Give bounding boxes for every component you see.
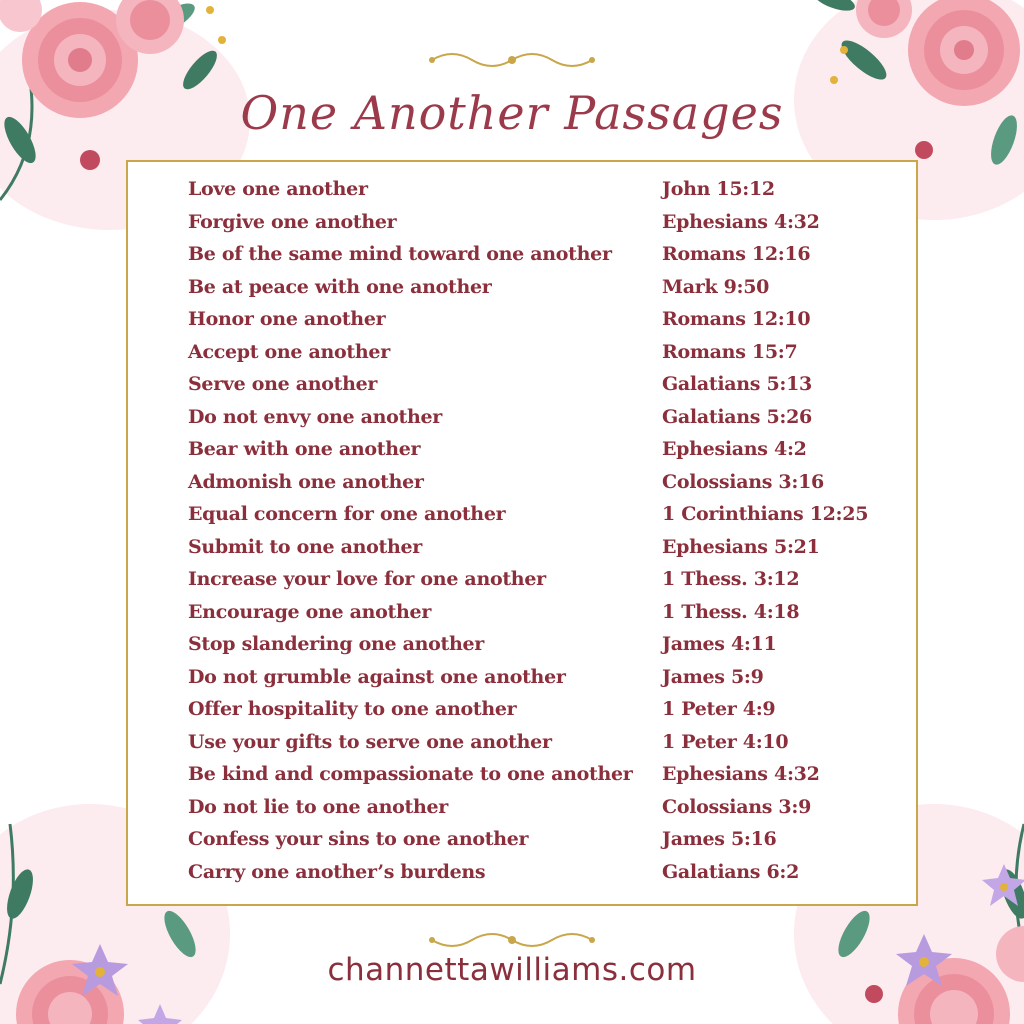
list-item [188, 303, 888, 336]
list-item [188, 791, 888, 824]
passage-phrase: Honor one another [188, 308, 386, 330]
passage-phrase: Do not lie to one another [188, 795, 449, 818]
passage-phrase: Accept one another [188, 340, 390, 363]
list-item [188, 271, 888, 304]
passage-phrase: Be of the same mind toward one another [188, 243, 612, 265]
list-item [188, 693, 888, 726]
list-item [188, 726, 888, 759]
list-item [188, 628, 888, 661]
passage-reference: 1 Corinthians 12:25 [662, 503, 869, 525]
passage-reference: Colossians 3:9 [662, 795, 811, 818]
passage-reference: 1 Peter 4:10 [662, 730, 789, 753]
list-item [188, 596, 888, 629]
list-item [188, 856, 888, 889]
list-item [188, 173, 888, 206]
list-item [188, 498, 888, 531]
passage-phrase: Serve one another [188, 373, 378, 395]
passage-reference: 1 Thess. 4:18 [662, 600, 800, 623]
passage-phrase: Forgive one another [188, 210, 397, 233]
passage-reference: Romans 12:10 [662, 308, 811, 330]
list-item [188, 531, 888, 564]
passage-reference: Romans 15:7 [662, 340, 798, 363]
passage-phrase: Use your gifts to serve one another [188, 730, 552, 753]
passage-phrase: Do not envy one another [188, 405, 443, 428]
passage-phrase: Love one another [188, 178, 368, 200]
passage-phrase: Submit to one another [188, 535, 422, 558]
passage-reference: Colossians 3:16 [662, 470, 824, 493]
list-item [188, 238, 888, 271]
passage-reference: Galatians 5:13 [662, 373, 812, 395]
list-item [188, 466, 888, 499]
passage-phrase: Admonish one another [188, 470, 424, 493]
passage-phrase: Offer hospitality to one another [188, 698, 517, 720]
passage-reference: James 4:11 [662, 633, 777, 655]
list-item [188, 401, 888, 434]
passage-phrase: Encourage one another [188, 600, 432, 623]
list-item [188, 758, 888, 791]
list-item [188, 823, 888, 856]
page-title: One Another Passages [240, 86, 784, 140]
passage-reference: James 5:9 [662, 665, 764, 688]
list-item [188, 433, 888, 466]
passage-phrase: Be kind and compassionate to one another [188, 763, 633, 785]
passage-phrase: Do not grumble against one another [188, 665, 566, 688]
passage-reference: Ephesians 4:32 [662, 210, 820, 233]
passage-reference: Galatians 6:2 [662, 860, 800, 883]
passage-reference: James 5:16 [662, 828, 777, 850]
passage-reference: Ephesians 4:32 [662, 763, 820, 785]
passage-reference: Mark 9:50 [662, 275, 770, 298]
passage-reference: Romans 12:16 [662, 243, 811, 265]
gold-flourish-bottom-icon [422, 928, 602, 952]
passage-reference: 1 Thess. 3:12 [662, 568, 800, 590]
passage-phrase: Confess your sins to one another [188, 828, 529, 850]
passage-phrase: Bear with one another [188, 438, 421, 460]
passage-phrase: Carry one another’s burdens [188, 860, 486, 883]
passage-phrase: Increase your love for one another [188, 568, 546, 590]
website-link[interactable]: channettawilliams.com [327, 952, 697, 988]
list-item [188, 206, 888, 239]
passage-reference: John 15:12 [662, 178, 775, 200]
passage-reference: Ephesians 4:2 [662, 438, 807, 460]
list-item [188, 563, 888, 596]
passage-reference: Ephesians 5:21 [662, 535, 820, 558]
list-item [188, 336, 888, 369]
passage-reference: Galatians 5:26 [662, 405, 812, 428]
passage-phrase: Equal concern for one another [188, 503, 506, 525]
passage-phrase: Be at peace with one another [188, 275, 492, 298]
passage-reference: 1 Peter 4:9 [662, 698, 776, 720]
passage-list [188, 173, 888, 888]
passage-phrase: Stop slandering one another [188, 633, 485, 655]
gold-flourish-top-icon [422, 48, 602, 72]
list-item [188, 661, 888, 694]
list-item [188, 368, 888, 401]
